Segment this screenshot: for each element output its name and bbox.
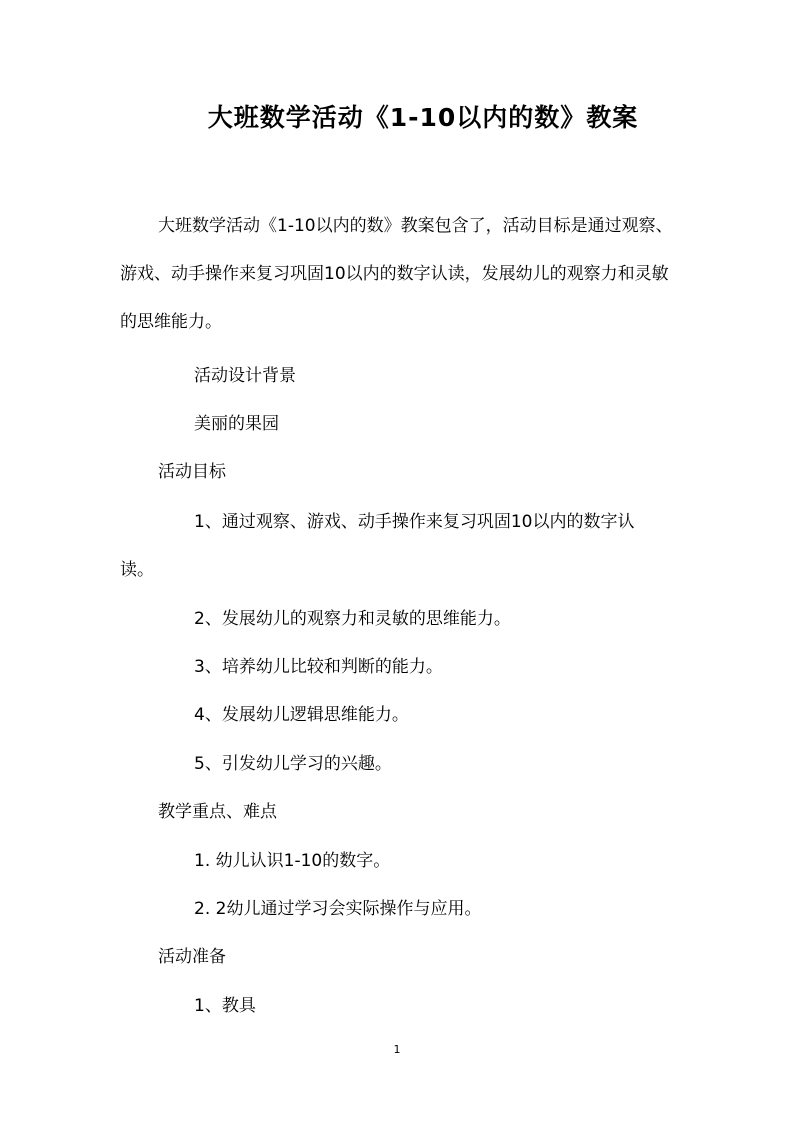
goal-item: 2、发展幼儿的观察力和灵敏的思维能力。 <box>194 609 511 629</box>
goal-item-continuation: 读。 <box>120 560 154 580</box>
key-point-item: 1. 幼儿认识1-10的数字。 <box>194 851 391 871</box>
prep-item: 1、教具 <box>194 996 256 1016</box>
document-title: 大班数学活动《1-10以内的数》教案 <box>207 103 639 132</box>
page-number: 1 <box>393 1043 401 1056</box>
goal-item: 5、引发幼儿学习的兴趣。 <box>194 754 392 774</box>
prep-heading: 活动准备 <box>158 947 226 967</box>
goal-item: 3、培养幼儿比较和判断的能力。 <box>194 657 443 677</box>
design-background-text: 美丽的果园 <box>194 414 279 434</box>
goal-item: 4、发展幼儿逻辑思维能力。 <box>194 705 409 725</box>
goals-heading: 活动目标 <box>158 462 226 482</box>
key-point-item: 2. 2幼儿通过学习会实际操作与应用。 <box>194 899 482 919</box>
key-points-heading: 教学重点、难点 <box>158 802 277 822</box>
design-background-heading: 活动设计背景 <box>194 366 296 386</box>
intro-paragraph: 大班数学活动《1-10以内的数》教案包含了，活动目标是通过观察、游戏、动手操作来复习巩固10以内的数字认读，发展幼儿的观察力和灵敏的思维能力。 <box>120 216 673 332</box>
goal-item: 1、通过观察、游戏、动手操作来复习巩固10以内的数字认 <box>194 512 635 532</box>
